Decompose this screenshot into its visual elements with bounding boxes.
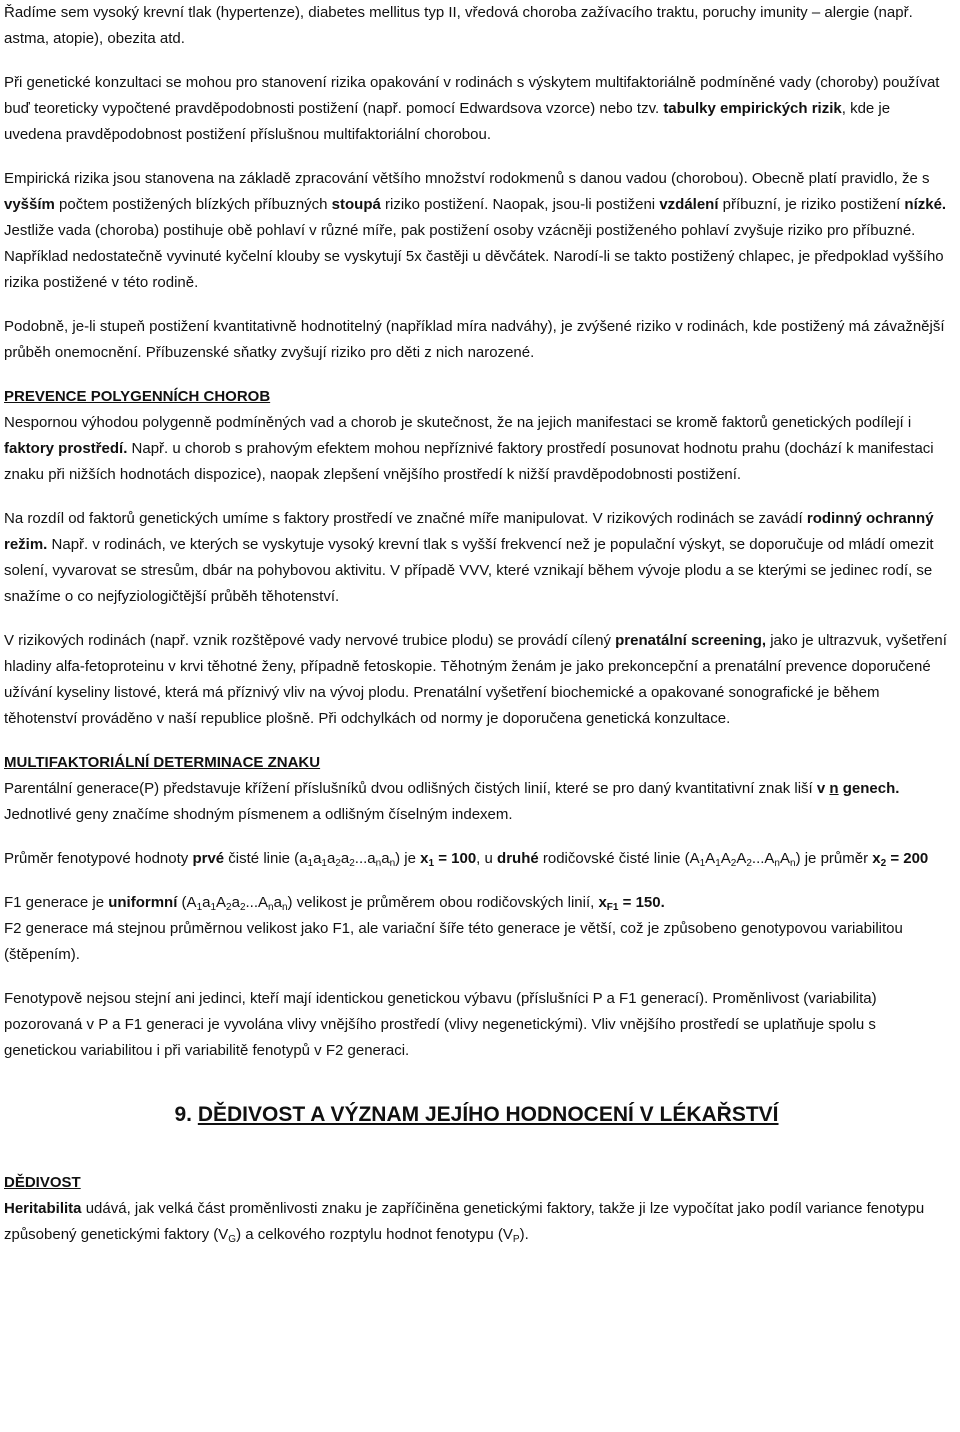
paragraph-phenotypic-variability: Fenotypově nejsou stejní ani jedinci, kteří mají identickou genetickou výbavu (příslušníci P a F1 generací). Proměnlivost (variabilita) pozorovaná v P a F1 generaci je vyvolána vlivy vnějšího prostředí (vlivy negenetickými). Vliv vnějšího prostředí se uplatňuje spolu s genetickou variabilitou i při variabilitě fenotypů v F2 generaci. bbox=[4, 990, 877, 1059]
empirical-risk-tables: tabulky empirických rizik bbox=[663, 100, 842, 117]
paragraph-family-regime: Na rozdíl od faktorů genetických umíme s faktory prostředí ve značné míře manipulovat. V rizikových rodinách se zavádí rodinný ochranný režim. Např. v rodinách, ve kterých se vyskytuje vysoký krevní tlak s vyšší frekvencí než je populační výskyt, se doporučuje od mládí omezit solení, vyvarovat se stresům, dbár na pohybovou aktivitu. V případě VVV, které vznikají během vývoje plodu a se kterými se jedinec rodí, se snažíme o co nejfyziologičtější průběh těhotenství. bbox=[4, 510, 934, 605]
paragraph-severity: Podobně, je-li stupeň postižení kvantitativně hodnotitelný (například míra nadváhy), je zvýšené riziko v rodinách, kde postižený má závažnější průběh onemocnění. Příbuzenské sňatky zvyšují riziko pro děti z nich narozené. bbox=[4, 318, 945, 361]
paragraph-parental-generation: Parentální generace(P) představuje křížení příslušníků dvou odlišných čistých linií, které se pro daný kvantitativní znak liší v n genech. Jednotlivé geny značíme shodným písmenem a odlišným číselným indexem. bbox=[4, 780, 900, 823]
paragraph-phenotype-mean: Průměr fenotypové hodnoty prvé čisté linie $(a_1a_1a_2a_2...a_na_n)$ je $x_1 = 100$, u druhé rodičovské čisté linie $(A_1A_1A_2A_2...A_nA_n)$ je průměr $x_2 = 200$ bbox=[4, 850, 929, 869]
heading-multifactorial: MULTIFAKTORIÁLNÍ DETERMINACE ZNAKU bbox=[4, 754, 321, 771]
paragraph-diseases: Řadíme sem vysoký krevní tlak (hypertenze), diabetes mellitus typ II, vředová choroba zažívacího traktu, poruchy imunity – alergie (např. astma, atopie), obezita atd. bbox=[4, 4, 913, 47]
paragraph-empirical-risks: Empirická rizika jsou stanovena na základě zpracování většího množství rodokmenů s danou vadou (chorobou). Obecně platí pravidlo, že s vyšším počtem postižených blízkých příbuzných stoupá riziko postižení. Naopak, jsou-li postiženi vzdálení příbuzní, je riziko postižení nízké. Jestliže vada (choroba) postihuje obě pohlaví v různé míře, pak postižení osoby vzácněji postiženého pohlaví zvyšuje riziko pro příbuzné. Například nedostatečně vyvinuté kyčelní klouby se vyskytují 5x častěji u děvčátek. Narodí-li se takto postižený chlapec, je předpoklad vyššího rizika postižené v této rodině. bbox=[4, 170, 947, 291]
document-page bbox=[4, 0, 949, 1248]
paragraph-heritability: Heritabilita udává, jak velká část proměnlivosti znaku je zapříčiněna genetickými faktory, takže ji lze vypočítat jako podíl variance fenotypu způsobený genetickými faktory $(V_G)$ a celkového rozptylu hodnot fenotypu $(V_P)$. bbox=[4, 1200, 925, 1245]
paragraph-f2-generation: F2 generace má stejnou průměrnou velikost jako F1, ale variační šíře této generace je větší, což je způsobeno genotypovou variabilitou (štěpením). bbox=[4, 920, 903, 963]
paragraph-prenatal-screening: V rizikových rodinách (např. vznik rozštěpové vady nervové trubice plodu) se provádí cílený prenatální screening, jako je ultrazvuk, vyšetření hladiny alfa-fetoproteinu v krvi těhotné ženy, případně fetoskopie. Těhotným ženám je jako prekoncepční a prenatální prevence doporučené užívání kyseliny listové, která má příznivý vliv na vývoj plodu. Prenatální vyšetření biochemické a opakované sonografické je během těhotenství prováděno v naší republice plošně. Při odchylkách od normy je doporučena genetická konzultace. bbox=[4, 632, 947, 727]
paragraph-f1-generation: F1 generace je uniformní $(A_1a_1A_2a_2...A_na_n)$ velikost je průměrem obou rodičovských linií, $x_{F1} = 150$. bbox=[4, 894, 665, 913]
heading-prevence: PREVENCE POLYGENNÍCH CHOROB bbox=[4, 388, 271, 405]
paragraph-environment-factors: Nespornou výhodou polygenně podmíněných vad a chorob je skutečnost, že na jejich manifestaci se kromě faktorů genetických podílejí i faktory prostředí. Např. u chorob s prahovým efektem mohou nepříznivé faktory prostředí posunovat hodnotu prahu (dochází k manifestaci znaku při nižších hodnotách dispozice), naopak zlepšení vnějšího prostředí k nižší pravděpodobnosti postižení. bbox=[4, 414, 934, 483]
heading-dedivost: DĚDIVOST bbox=[4, 1174, 81, 1191]
paragraph-genetic-consultation: Při genetické konzultaci se mohou pro stanovení rizika opakování v rodinách s výskytem multifaktoriálně podmíněné vady (choroby) používat buď teoreticky vypočtené pravděpodobnosti postižení (např. pomocí Edwardsova vzorce) nebo tzv. tabulky empirických rizik, kde je uvedena pravděpodobnost postižení příslušnou multifaktoriální chorobou. bbox=[4, 74, 940, 143]
chapter-heading: 9. DĚDIVOST A VÝZNAM JEJÍHO HODNOCENÍ V LÉKAŘSTVÍ bbox=[174, 1103, 779, 1126]
